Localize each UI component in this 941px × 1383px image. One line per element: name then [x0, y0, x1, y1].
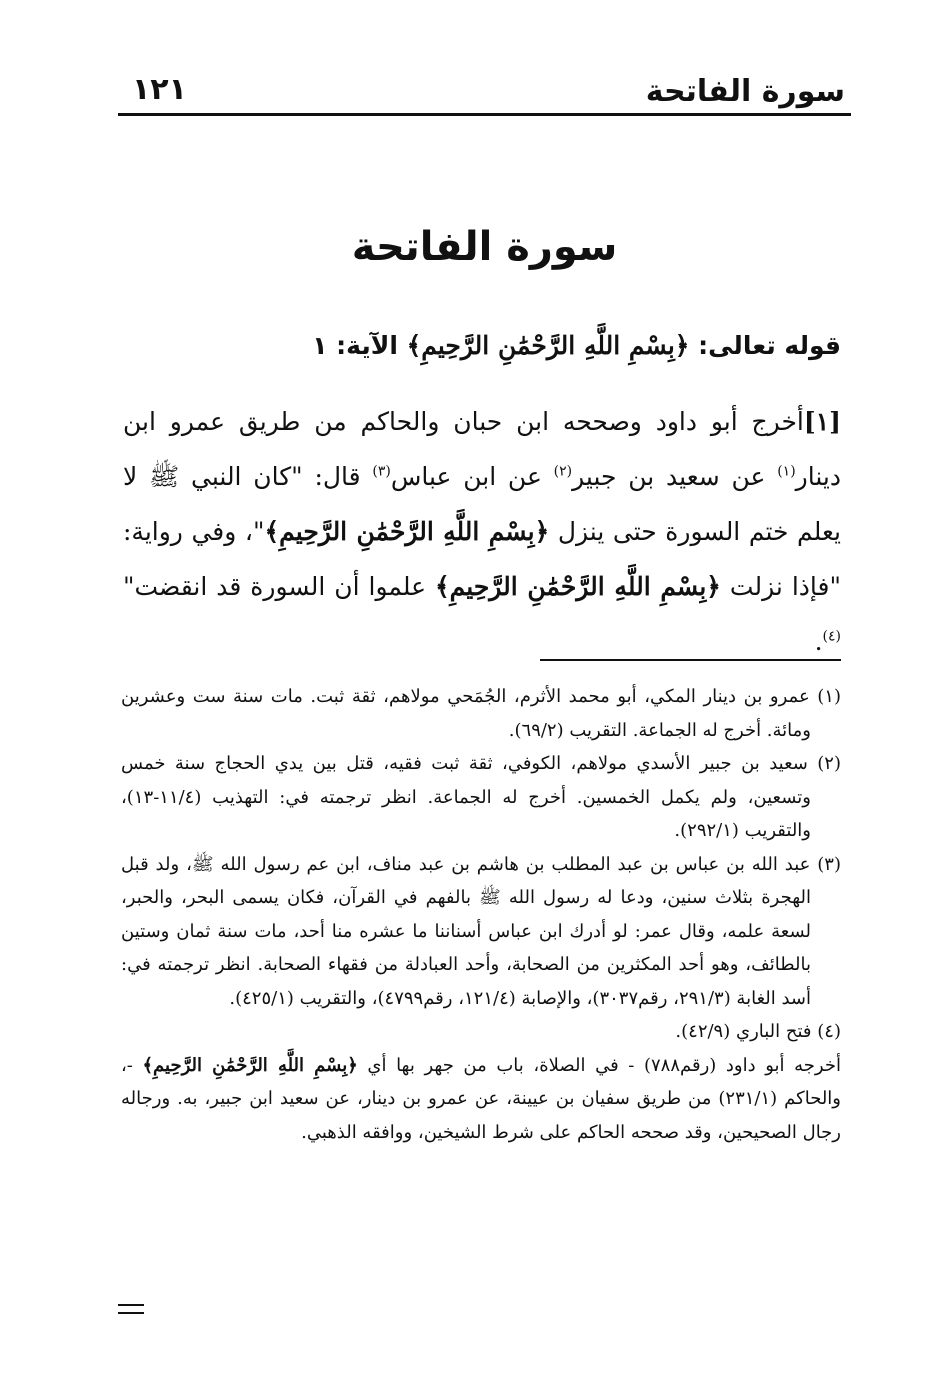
narration-text-1: أخرج أبو داود وصححه ابن حبان والحاكم من طريق عمرو ابن دينار	[123, 407, 841, 491]
footnote-1: (١) عمرو بن دينار المكي، أبو محمد الأثرم، الجُمَحي مولاهم، ثقة ثبت. مات سنة ست وعشرين ومائة. أخرج له الجماعة. التقريب (٦٩/٢).	[121, 686, 841, 741]
narration-text-3: عن ابن عباس	[390, 462, 554, 491]
chapter-title: سورة الفاتحة	[351, 224, 618, 270]
footnotes	[121, 680, 841, 1149]
footnote-continuation-text-1: أخرجه أبو داود (رقم٧٨٨) - في الصلاة، باب من جهر بها أي	[357, 1054, 841, 1076]
section-heading-verse: ﴿بِسْمِ اللَّهِ الرَّحْمَٰنِ الرَّحِيمِ﴾	[406, 331, 690, 360]
narration-number: [١]	[803, 407, 841, 436]
page-number: ١٢١	[132, 72, 187, 107]
narration-text-2: عن سعيد بن جبير	[572, 462, 778, 491]
main-paragraph	[123, 394, 841, 669]
footnote-continuation-text-2: -، والحاكم (٢٣١/١) من طريق سفيان بن عيينة، عن عمرو بن دينار، عن سعيد ابن جبير، به. ورجاله رجال الصحيحين، وقد صححه الحاكم على شرط الشيخين، ووافقه الذهبي.	[121, 1054, 841, 1143]
footnote-basmala: ﴿بِسْمِ اللَّهِ الرَّحْمَٰنِ الرَّحِيمِ﴾	[142, 1054, 358, 1076]
running-title: سورة الفاتحة	[645, 74, 845, 109]
section-heading-prefix: قوله تعالى:	[689, 331, 841, 360]
basmala-verse-2: ﴿بِسْمِ اللَّهِ الرَّحْمَٰنِ الرَّحِيمِ﴾	[435, 572, 721, 601]
footnote-marker-4: (٤)	[822, 628, 841, 645]
footnote-2: (٢) سعيد بن جبير الأسدي مولاهم، الكوفي، ثقة ثبت فقيه، قتل بين يدي الحجاج سنة خمس وتسعين، ولم يكمل الخمسين. أخرج له الجماعة. انظر ترجمته في: التهذيب (١١/٤-١٣)، والتقريب (٢٩٢/١).	[121, 753, 841, 841]
narration-text-5: "، وفي رواية: "فإذا نزلت	[123, 517, 841, 601]
section-heading-suffix: الآية: ١	[312, 331, 407, 360]
running-header	[118, 68, 851, 118]
footnote-marker-2: (٢)	[553, 463, 573, 480]
narration	[123, 394, 841, 669]
narration-text-7: .	[814, 627, 823, 656]
footnote-continuation	[121, 1049, 841, 1150]
footnote-marker-1: (١)	[777, 463, 796, 480]
narration-text-6: علموا أن السورة قد انقضت"	[123, 572, 436, 601]
footnote-4: (٤) فتح الباري (٤٢/٩).	[675, 1021, 841, 1042]
header-rule	[118, 113, 851, 116]
section-heading	[121, 326, 841, 366]
narration-text-4: قال: "كان النبي ﷺ لا يعلم ختم السورة حتى ينزل	[123, 462, 841, 546]
footnote-marker-3: (٣)	[372, 463, 391, 480]
footnote-3: (٣) عبد الله بن عباس بن عبد المطلب بن هاشم بن عبد مناف، ابن عم رسول الله ﷺ، ولد قبل الهجرة بثلاث سنين، ودعا له رسول الله ﷺ بالفهم في القرآن، فكان يسمى البحر، والحبر، لسعة علمه، وقال عمر: لو أدرك ابن عباس أسناننا ما عشره منا أحد، مات سنة ثمان وستين بالطائف، وهو أحد المكثرين من الصحابة، وأحد العبادلة من فقهاء الصحابة. انظر ترجمته في: أسد الغابة (٢٩١/٣، رقم٣٠٣٧)، والإصابة (١٢١/٤، رقم٤٧٩٩)، والتقريب (٤٢٥/١).	[121, 853, 841, 1009]
basmala-verse-1: ﴿بِسْمِ اللَّهِ الرَّحْمَٰنِ الرَّحِيمِ﴾	[264, 517, 550, 546]
continuation-mark	[118, 1304, 144, 1314]
footnote-separator	[540, 659, 841, 661]
